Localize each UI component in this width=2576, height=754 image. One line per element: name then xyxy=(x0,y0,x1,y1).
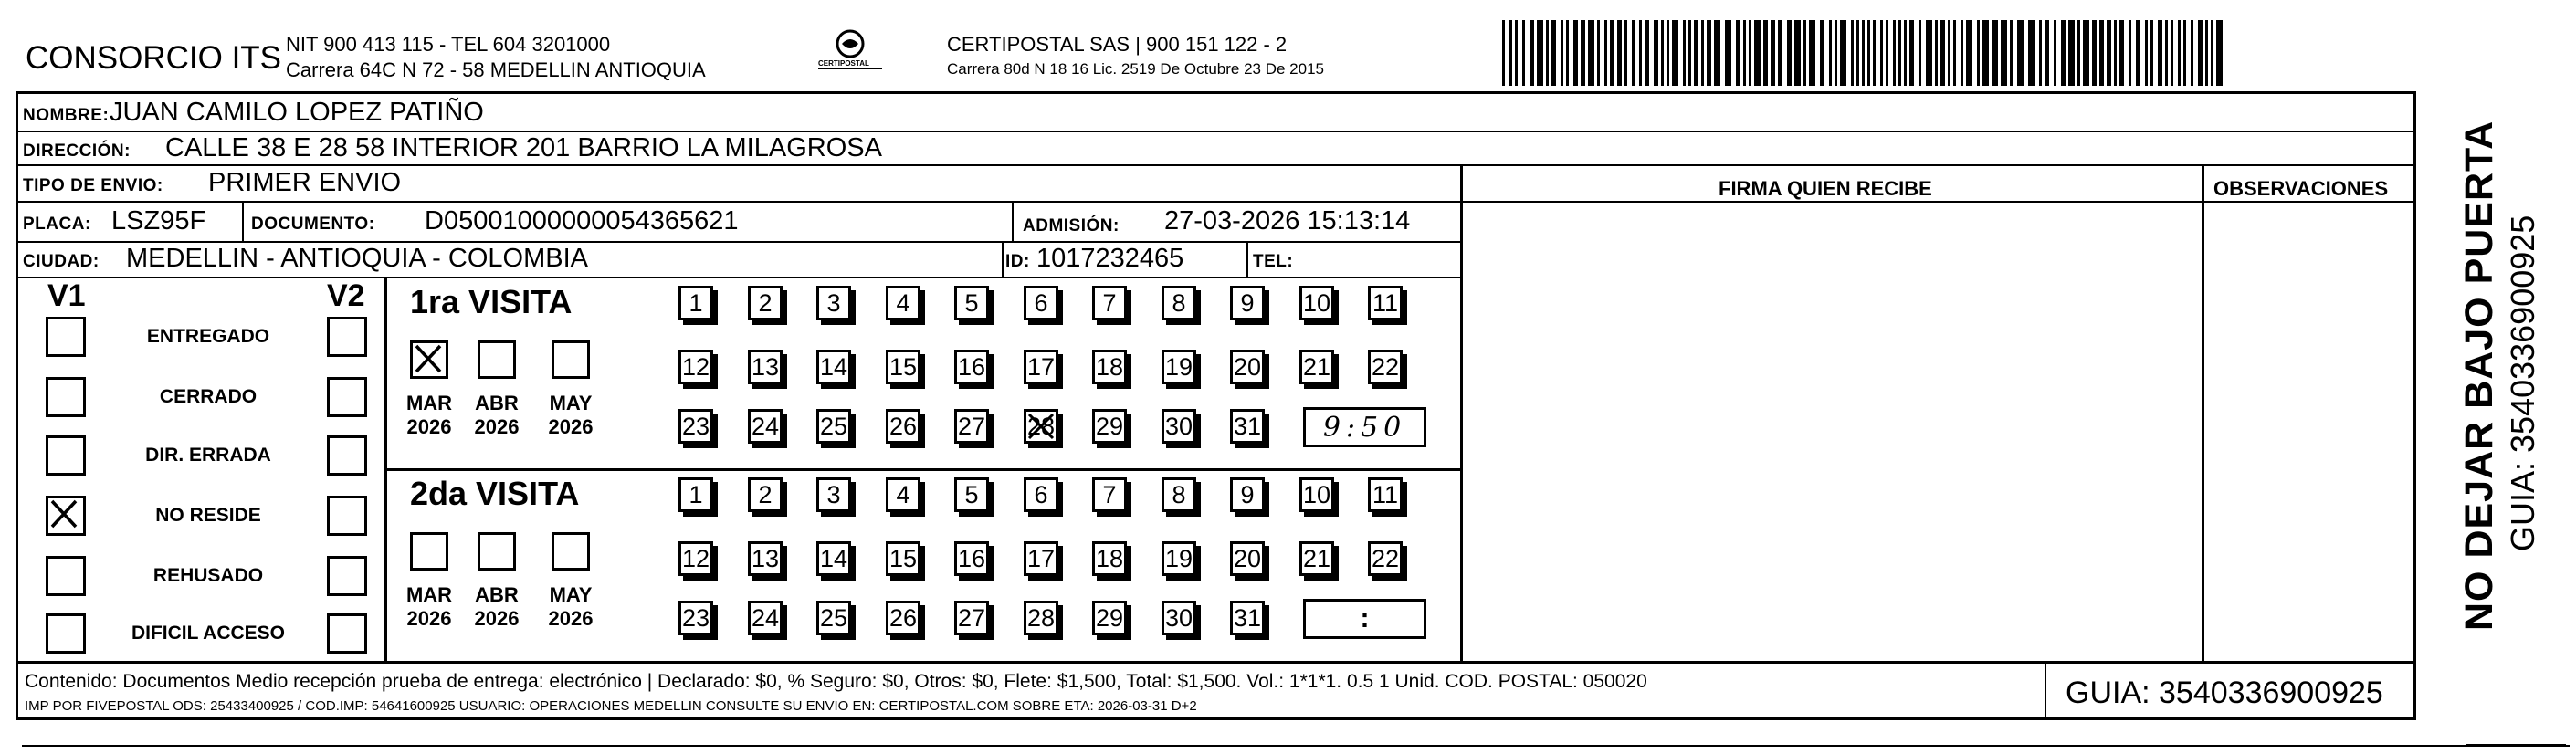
month-checkbox[interactable] xyxy=(552,340,590,379)
day-box[interactable]: 3 xyxy=(816,477,851,512)
company-name: CONSORCIO ITS xyxy=(26,40,282,76)
month-year: 2026 xyxy=(548,415,594,438)
day-box[interactable]: 16 xyxy=(954,541,989,576)
day-box[interactable]: 30 xyxy=(1162,409,1196,444)
day-box[interactable]: 20 xyxy=(1230,350,1265,384)
day-box[interactable]: 1 xyxy=(678,286,713,320)
side-warning: NO DEJAR BAJO PUERTA xyxy=(2457,120,2501,631)
month-year: 2026 xyxy=(548,607,594,630)
month-checkbox[interactable] xyxy=(478,532,516,571)
month-year: 2026 xyxy=(474,415,520,438)
time-box[interactable] xyxy=(1303,407,1426,447)
status-option-label: DIR. ERRADA xyxy=(145,445,271,466)
day-box[interactable]: 2 xyxy=(748,286,783,320)
side-guia: GUIA: 3540336900925 xyxy=(2504,215,2541,551)
footer-guia: GUIA: 3540336900925 xyxy=(2066,675,2383,710)
document-label: DOCUMENTO: xyxy=(251,215,375,234)
day-box[interactable]: 31 xyxy=(1230,409,1265,444)
day-box[interactable]: 21 xyxy=(1299,541,1334,576)
day-box[interactable]: 1 xyxy=(678,477,713,512)
month-checkbox[interactable] xyxy=(478,340,516,379)
day-box[interactable]: 11 xyxy=(1368,286,1403,320)
day-box[interactable]: 12 xyxy=(678,541,713,576)
month-year: 2026 xyxy=(406,607,452,630)
day-box[interactable]: 8 xyxy=(1162,477,1196,512)
status-option-label: REHUSADO xyxy=(152,565,264,586)
day-box[interactable]: 10 xyxy=(1299,286,1334,320)
footer-imp: IMP POR FIVEPOSTAL ODS: 25433400925 / COD.IMP: 54641600925 USUARIO: OPERACIONES MEDELLIN CONSULTE SU ENVIO EN: CERTIPOSTAL.COM SOBRE ETA: 2026-03-31 D+2 xyxy=(25,698,1197,714)
status-v1-checkbox[interactable] xyxy=(46,317,86,357)
recipient-address: CALLE 38 E 28 58 INTERIOR 201 BARRIO LA MILAGROSA xyxy=(165,133,882,162)
day-box[interactable]: 28 xyxy=(1024,601,1058,635)
visit-1-title: 1ra VISITA xyxy=(410,283,573,320)
month-checkbox[interactable] xyxy=(410,340,448,379)
status-v1-checkbox[interactable] xyxy=(46,435,86,476)
tel-label: TEL: xyxy=(1253,252,1294,271)
plate-value: LSZ95F xyxy=(111,206,206,236)
month-checkbox[interactable] xyxy=(410,532,448,571)
month-label: MAR xyxy=(405,583,453,606)
observations-header: OBSERVACIONES xyxy=(2213,177,2389,200)
day-box[interactable]: 5 xyxy=(954,286,989,320)
name-label: NOMBRE: xyxy=(23,106,110,125)
status-v2-checkbox[interactable] xyxy=(327,613,367,654)
city-label: CIUDAD: xyxy=(23,252,100,271)
day-box[interactable]: 31 xyxy=(1230,601,1265,635)
day-box[interactable]: 17 xyxy=(1024,541,1058,576)
day-box[interactable]: 24 xyxy=(748,409,783,444)
status-v2-checkbox[interactable] xyxy=(327,556,367,596)
status-v2-checkbox[interactable] xyxy=(327,317,367,357)
visit-2-title: 2da VISITA xyxy=(410,475,580,512)
day-box[interactable]: 26 xyxy=(886,409,920,444)
day-box[interactable]: 17 xyxy=(1024,350,1058,384)
day-mark-icon xyxy=(1026,412,1056,441)
id-value: 1017232465 xyxy=(1036,244,1184,273)
barcode xyxy=(1502,20,2228,86)
certipostal-logo xyxy=(809,27,891,78)
day-box[interactable]: 15 xyxy=(886,350,920,384)
month-label: ABR xyxy=(475,392,519,414)
day-box[interactable]: 4 xyxy=(886,286,920,320)
status-v1-checkbox[interactable] xyxy=(46,377,86,417)
status-v1-checkbox[interactable] xyxy=(46,496,86,536)
address-label: DIRECCIÓN: xyxy=(23,141,131,161)
day-box[interactable]: 19 xyxy=(1162,350,1196,384)
day-box[interactable]: 6 xyxy=(1024,286,1058,320)
day-box[interactable]: 25 xyxy=(816,409,851,444)
day-box[interactable]: 10 xyxy=(1299,477,1334,512)
day-box[interactable]: 25 xyxy=(816,601,851,635)
status-v1-checkbox[interactable] xyxy=(46,613,86,654)
day-box[interactable]: 27 xyxy=(954,601,989,635)
day-box[interactable]: 26 xyxy=(886,601,920,635)
time-value: : xyxy=(1360,603,1370,634)
day-box[interactable]: 24 xyxy=(748,601,783,635)
day-box[interactable]: 20 xyxy=(1230,541,1265,576)
day-box[interactable]: 12 xyxy=(678,350,713,384)
day-box[interactable]: 30 xyxy=(1162,601,1196,635)
day-box[interactable]: 16 xyxy=(954,350,989,384)
month-label: MAY xyxy=(549,583,593,606)
company-address: Carrera 64C N 72 - 58 MEDELLIN ANTIOQUIA xyxy=(286,58,706,81)
day-box[interactable]: 21 xyxy=(1299,350,1334,384)
day-box[interactable]: 23 xyxy=(678,409,713,444)
day-number: 28 xyxy=(1026,412,1056,440)
time-box[interactable] xyxy=(1303,599,1426,639)
day-box[interactable]: 14 xyxy=(816,350,851,384)
month-label: MAY xyxy=(549,392,593,414)
month-year: 2026 xyxy=(474,607,520,630)
status-v1-checkbox[interactable] xyxy=(46,556,86,596)
status-v2-checkbox[interactable] xyxy=(327,496,367,536)
day-box[interactable] xyxy=(1024,409,1058,444)
id-label: ID: xyxy=(1005,252,1030,271)
day-box[interactable]: 22 xyxy=(1368,350,1403,384)
carrier-name: CERTIPOSTAL SAS | 900 151 122 - 2 xyxy=(947,33,1288,56)
day-box[interactable]: 19 xyxy=(1162,541,1196,576)
day-box[interactable]: 3 xyxy=(816,286,851,320)
v1-label: V1 xyxy=(47,278,86,313)
recipient-name: JUAN CAMILO LOPEZ PATIÑO xyxy=(110,98,484,127)
carrier-license: Carrera 80d N 18 16 Lic. 2519 De Octubre 23 De 2015 xyxy=(947,60,1324,78)
company-nit: NIT 900 413 115 - TEL 604 3201000 xyxy=(286,33,611,56)
logo-text: CERTIPOSTAL xyxy=(818,59,869,68)
status-option-label: CERRADO xyxy=(159,386,258,407)
day-box[interactable]: 9 xyxy=(1230,286,1265,320)
city-value: MEDELLIN - ANTIOQUIA - COLOMBIA xyxy=(126,244,588,273)
month-year: 2026 xyxy=(406,415,452,438)
month-label: MAR xyxy=(405,392,453,414)
footer-content: Contenido: Documentos Medio recepción prueba de entrega: electrónico | Declarado: $0, % Seguro: $0, Otros: $0, Flete: $1,500, Total: $1,500. Vol.: 1*1*1. 0.5 1 Unid. COD. POSTAL: 050020 xyxy=(25,671,1647,692)
status-option-label: ENTREGADO xyxy=(146,326,270,347)
month-label: ABR xyxy=(475,583,519,606)
month-checkbox[interactable] xyxy=(552,532,590,571)
day-box[interactable]: 22 xyxy=(1368,541,1403,576)
status-option-label: NO RESIDE xyxy=(155,505,261,526)
send-type-value: PRIMER ENVIO xyxy=(208,168,402,197)
day-box[interactable]: 7 xyxy=(1092,477,1127,512)
signature-header: FIRMA QUIEN RECIBE xyxy=(1719,177,1932,200)
time-value: 9:50 xyxy=(1322,411,1407,444)
admission-value: 27-03-2026 15:13:14 xyxy=(1164,206,1411,236)
send-type-label: TIPO DE ENVIO: xyxy=(23,176,163,195)
day-box[interactable]: 11 xyxy=(1368,477,1403,512)
day-box[interactable]: 7 xyxy=(1092,286,1127,320)
day-box[interactable]: 15 xyxy=(886,541,920,576)
day-box[interactable]: 29 xyxy=(1092,601,1127,635)
day-box[interactable]: 29 xyxy=(1092,409,1127,444)
day-box[interactable]: 23 xyxy=(678,601,713,635)
status-v2-checkbox[interactable] xyxy=(327,377,367,417)
day-box[interactable]: 18 xyxy=(1092,541,1127,576)
plate-label: PLACA: xyxy=(23,215,91,234)
day-box[interactable]: 18 xyxy=(1092,350,1127,384)
day-box[interactable]: 13 xyxy=(748,541,783,576)
v2-label: V2 xyxy=(327,278,365,313)
document-value: D05001000000054365621 xyxy=(425,206,739,236)
day-box[interactable]: 6 xyxy=(1024,477,1058,512)
day-box[interactable]: 14 xyxy=(816,541,851,576)
admission-label: ADMISIÓN: xyxy=(1023,216,1120,236)
day-box[interactable]: 4 xyxy=(886,477,920,512)
day-box[interactable]: 13 xyxy=(748,350,783,384)
day-box[interactable]: 27 xyxy=(954,409,989,444)
status-option-label: DIFICIL ACCESO xyxy=(131,623,285,644)
day-box[interactable]: 8 xyxy=(1162,286,1196,320)
day-box[interactable]: 2 xyxy=(748,477,783,512)
day-box[interactable]: 9 xyxy=(1230,477,1265,512)
status-v2-checkbox[interactable] xyxy=(327,435,367,476)
day-box[interactable]: 5 xyxy=(954,477,989,512)
